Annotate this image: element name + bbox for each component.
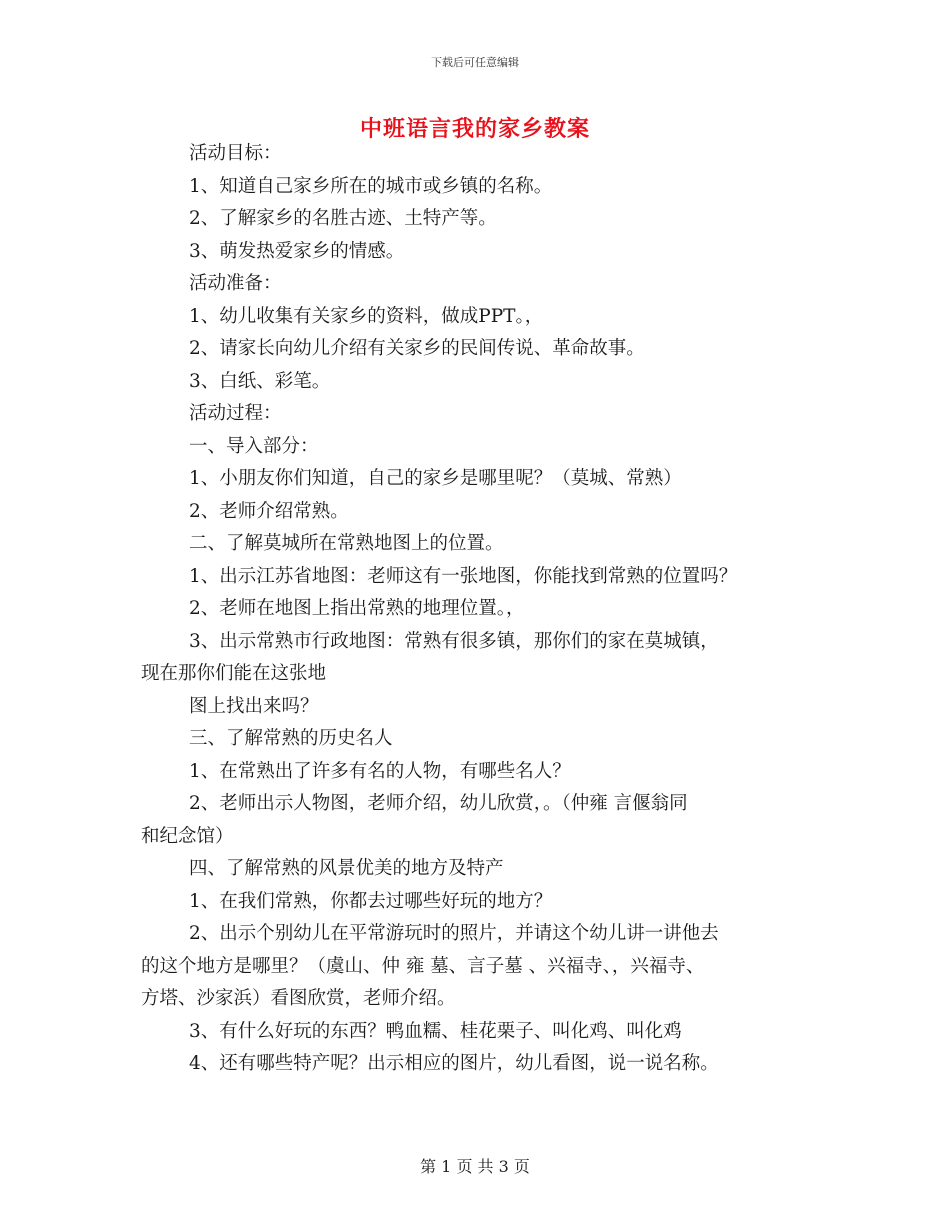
paragraph-line: 3、白纸、彩笔。 xyxy=(189,370,331,392)
paragraph-line: 2、了解家乡的名胜古迹、土特产等。 xyxy=(189,208,497,229)
paragraph-line: 2、请家长向幼儿介绍有关家乡的民间传说、革命故事。 xyxy=(189,338,645,359)
paragraph-line: 2、老师出示人物图，老师介绍，幼儿欣赏，。（仲雍 言偃翁同 xyxy=(189,793,688,814)
paragraph-line: 2、出示个别幼儿在平常游玩时的照片，并请这个幼儿讲一讲他去 xyxy=(189,923,719,944)
paragraph-line: 方塔、沙家浜）看图欣赏，老师介绍。 xyxy=(141,988,456,1009)
paragraph-line: 的这个地方是哪里？（虞山、仲 雍 墓、言子墓 、兴福寺、，兴福寺、 xyxy=(141,955,705,977)
paragraph-line: 1、在常熟出了许多有名的人物，有哪些名人？ xyxy=(189,760,571,782)
paragraph-line: 1、幼儿收集有关家乡的资料，做成PPT。， xyxy=(189,305,544,327)
subsection-heading: 一、导入部分： xyxy=(189,435,319,457)
paragraph-line: 3、萌发热爱家乡的情感。 xyxy=(189,240,405,262)
paragraph-line: 3、有什么好玩的东西？鸭血糯、桂花栗子、叫化鸡、叫化鸡 xyxy=(189,1020,682,1042)
paragraph-line: 2、老师介绍常熟。 xyxy=(189,500,349,522)
paragraph-line: 1、知道自己家乡所在的城市或乡镇的名称。 xyxy=(189,175,553,197)
paragraph-line: 和纪念馆） xyxy=(141,825,234,847)
section-heading-process: 活动过程： xyxy=(189,403,282,424)
document-title: 中班语言我的家乡教案 xyxy=(359,116,590,142)
paragraph-line: 2、老师在地图上指出常熟的地理位置。， xyxy=(189,598,525,619)
paragraph-line: 1、出示江苏省地图：老师这有一张地图，你能找到常熟的位置吗？ xyxy=(189,565,738,587)
subsection-heading: 四、了解常熟的风景优美的地方及特产 xyxy=(189,858,504,879)
subsection-heading: 三、了解常熟的历史名人 xyxy=(189,728,393,749)
header-note: 下载后可任意编辑 xyxy=(431,56,519,69)
page-number: 第 1 页 共 3 页 xyxy=(420,1157,530,1176)
paragraph-line: 4、还有哪些特产呢？出示相应的图片，幼儿看图，说一说名称。 xyxy=(189,1053,719,1074)
paragraph-line: 现在那你们能在这张地 xyxy=(141,663,327,684)
paragraph-line: 3、出示常熟市行政地图：常熟有很多镇，那你们的家在莫城镇， xyxy=(189,630,719,652)
document-body xyxy=(141,138,816,1081)
paragraph-line: 1、小朋友你们知道，自己的家乡是哪里呢？（莫城、常熟） xyxy=(189,468,682,489)
subsection-heading: 二、了解莫城所在常熟地图上的位置。 xyxy=(189,533,504,554)
section-heading-preparation: 活动准备： xyxy=(189,273,282,294)
paragraph-line: 图上找出来吗？ xyxy=(189,695,319,717)
paragraph-line: 1、在我们常熟，你都去过哪些好玩的地方？ xyxy=(189,890,553,912)
section-heading-goals: 活动目标： xyxy=(189,143,282,164)
